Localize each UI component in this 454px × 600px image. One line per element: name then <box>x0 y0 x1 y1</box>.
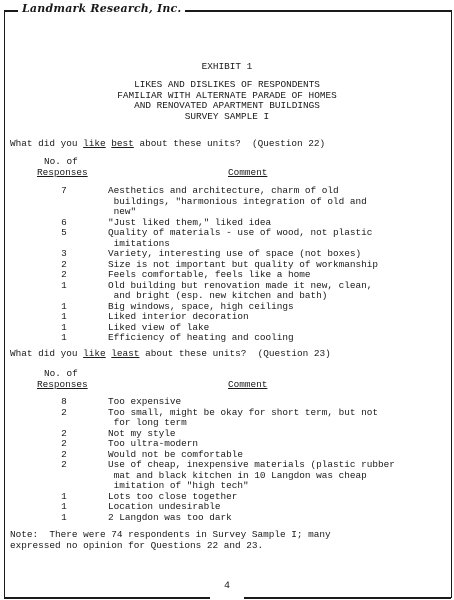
like-count: 2 <box>61 269 67 280</box>
like-count: 1 <box>61 300 67 312</box>
dislike-comment: Too ultra-modern <box>108 438 199 449</box>
dislike-comment: Not my style <box>108 427 176 439</box>
header-no-of: No. of <box>44 156 78 167</box>
title-line-3: AND RENOVATED APARTMENT BUILDINGS <box>134 100 320 111</box>
like-comment: "Just liked them," liked idea <box>108 216 272 228</box>
header-responses: Responses <box>37 166 88 178</box>
letterhead: Landmark Research, Inc. <box>18 2 185 15</box>
like-comment: Efficiency of heating and cooling <box>108 332 294 343</box>
page-number: 4 <box>223 581 230 592</box>
dislike-count: 1 <box>61 511 67 523</box>
dislike-comment: 2 Langdon was too dark <box>108 511 232 523</box>
like-count: 7 <box>61 185 67 196</box>
dislike-comment: Location undesirable <box>108 501 221 512</box>
dislike-count: 2 <box>61 448 67 460</box>
like-count: 5 <box>61 227 67 238</box>
top-rule-right <box>174 10 451 12</box>
question-23: What did you like least about these units? (Question 23) <box>10 348 331 359</box>
dislike-count: 1 <box>61 501 67 512</box>
bottom-rule-left <box>4 597 210 599</box>
header-no-of-2: No. of <box>44 368 78 379</box>
like-comment: Size is not important but quality of workmanship <box>108 258 379 270</box>
dislike-comment: Would not be comfortable <box>108 448 244 460</box>
title-line-1: LIKES AND DISLIKES OF RESPONDENTS <box>134 79 320 90</box>
bottom-rule-right <box>244 597 451 599</box>
like-count: 6 <box>61 216 67 228</box>
like-count: 1 <box>61 279 67 291</box>
like-count: 3 <box>61 248 67 259</box>
dislike-count: 2 <box>61 459 67 470</box>
like-count: 1 <box>61 332 67 343</box>
title-line-4: SURVEY SAMPLE I <box>184 110 270 122</box>
dislike-count: 1 <box>61 490 67 502</box>
like-comment: Old building but renovation made it new, clean, and bright (esp. new kitchen and bath) <box>108 279 373 301</box>
dislike-count: 2 <box>61 438 67 449</box>
header-responses-2: Responses <box>37 378 88 390</box>
dislike-count: 2 <box>61 406 67 418</box>
dislike-comment: Too small, might be okay for short term, but not for long term <box>108 406 379 428</box>
header-comment: Comment <box>228 166 268 178</box>
like-comment: Quality of materials - use of wood, not plastic imitations <box>108 227 373 249</box>
like-comment: Feels comfortable, feels like a home <box>108 269 311 280</box>
note-line-2: expressed no opinion for Questions 22 and 23. <box>10 539 264 551</box>
like-count: 2 <box>61 258 67 270</box>
dislike-comment: Too expensive <box>108 396 182 407</box>
header-comment-2: Comment <box>228 378 268 390</box>
dislike-count: 2 <box>61 427 67 439</box>
like-comment: Big windows, space, high ceilings <box>108 300 294 312</box>
dislike-comment: Use of cheap, inexpensive materials (plastic rubber mat and black kitchen in 10 Langdon was cheap imitation of "high tech" <box>108 459 395 491</box>
like-count: 1 <box>61 311 67 322</box>
like-comment: Aesthetics and architecture, charm of old buildings, "harmonious integration of old and new" <box>108 185 367 217</box>
question-22: What did you like best about these units? (Question 22) <box>10 138 326 149</box>
top-rule-left <box>4 10 18 12</box>
like-comment: Liked interior decoration <box>108 311 249 322</box>
title-line-2: FAMILIAR WITH ALTERNATE PARADE OF HOMES <box>117 89 337 101</box>
like-count: 1 <box>61 321 67 333</box>
dislike-count: 8 <box>61 396 67 407</box>
like-comment: Liked view of lake <box>108 321 210 333</box>
dislike-comment: Lots too close together <box>108 490 238 502</box>
note-line-1: Note: There were 74 respondents in Survey Sample I; many <box>10 529 331 540</box>
exhibit-label: EXHIBIT 1 <box>201 61 253 72</box>
like-comment: Variety, interesting use of space (not boxes) <box>108 248 362 259</box>
